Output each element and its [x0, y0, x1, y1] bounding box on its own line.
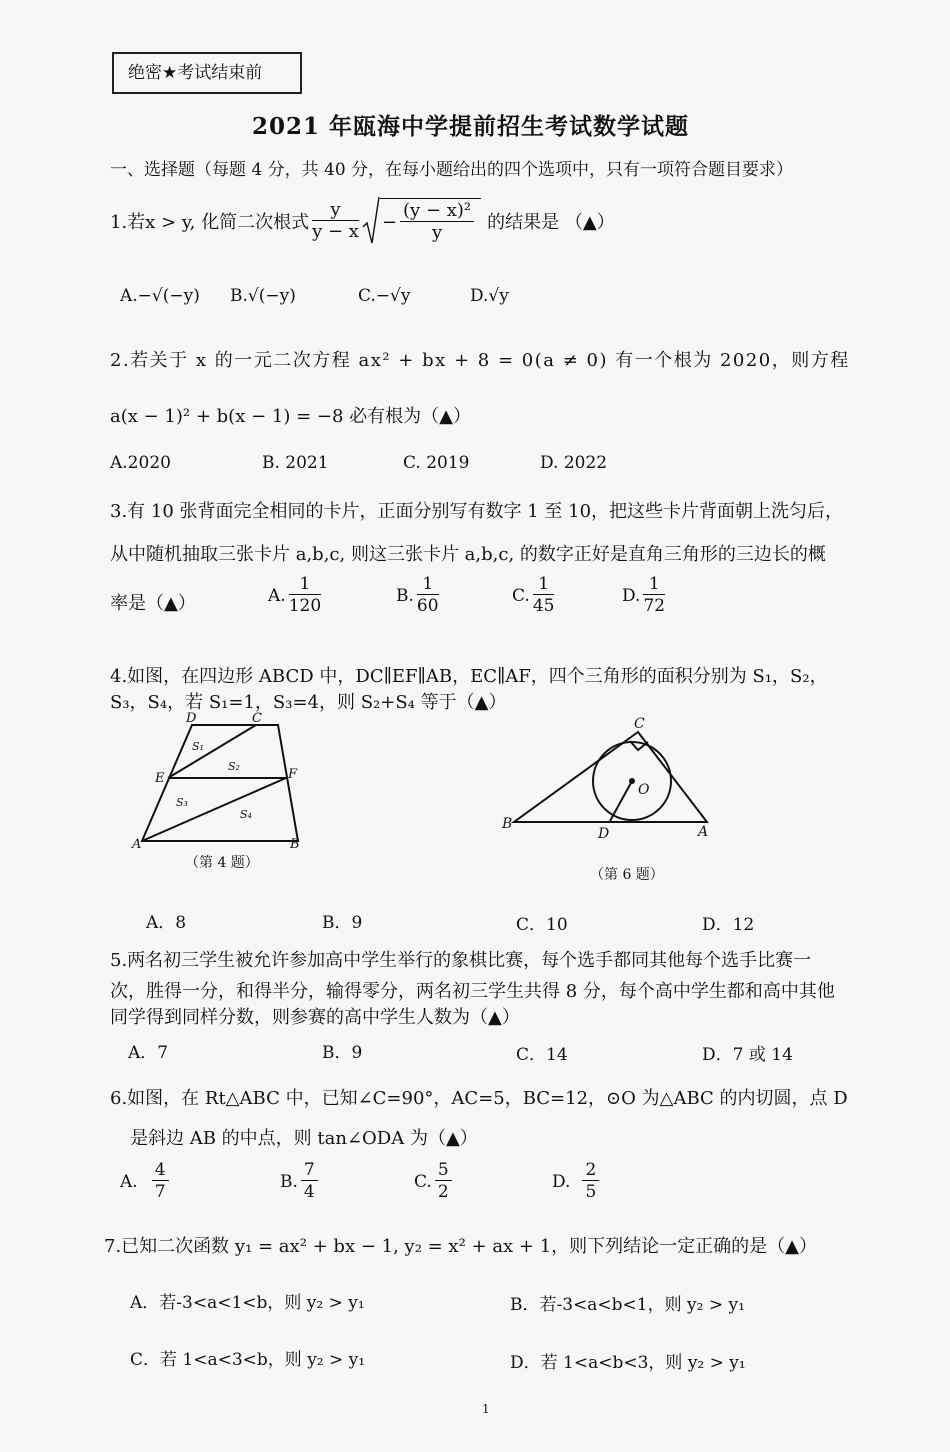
option-denominator: 2: [437, 1182, 449, 1202]
label-s3: S₃: [176, 796, 188, 809]
q2-option-b: B. 2021: [262, 453, 329, 473]
q1-option-d: D.√y: [470, 286, 509, 306]
option-numerator: 1: [643, 574, 665, 595]
label-s2: S₂: [228, 760, 240, 773]
q7-option-c: C．若 1<a<3<b，则 y₂ > y₁: [130, 1350, 366, 1370]
q1-radicand-numerator: (y − x)²: [400, 201, 474, 222]
option-denominator: 4: [303, 1182, 315, 1202]
q5-option-b: B．9: [322, 1043, 363, 1063]
q7-line-1: 7.已知二次函数 y₁ = ax² + bx − 1, y₂ = x² + ax + 1，则下列结论一定正确的是（▲）: [104, 1236, 818, 1257]
q7-option-d: D．若 1<a<b<3，则 y₂ > y₁: [510, 1353, 746, 1373]
segment-od: [610, 781, 632, 821]
q1-fraction-denominator: y − x: [312, 220, 359, 242]
option-numerator: 7: [301, 1160, 318, 1181]
label-d: D: [186, 712, 197, 726]
option-numerator: 1: [417, 574, 439, 595]
option-label: B.: [280, 1171, 298, 1192]
q1-radicand-denominator: y: [432, 222, 443, 243]
confidential-badge: 绝密★考试结束前: [112, 52, 302, 94]
option-numerator: 5: [435, 1160, 452, 1181]
center-point: [629, 778, 635, 784]
label-c: C: [252, 712, 262, 726]
q6-option-a: [120, 1160, 172, 1203]
option-label: A.: [268, 585, 286, 606]
q5-option-d: D．7 或 14: [702, 1045, 793, 1065]
q1-option-a: A.−√(−y): [120, 286, 200, 306]
option-label: B.: [396, 585, 414, 606]
label-a: A: [698, 824, 709, 840]
q1-option-c: C.−√y: [358, 286, 411, 306]
label-e: E: [155, 771, 165, 786]
q3-option-d: [622, 574, 668, 617]
option-denominator: 7: [154, 1182, 166, 1202]
label-s1: S₁: [192, 740, 204, 753]
q5-option-c: C．14: [516, 1045, 568, 1065]
option-denominator: 72: [643, 596, 666, 616]
q4-line-2: S₃，S₄，若 S₁=1，S₃=4，则 S₂+S₄ 等于（▲）: [110, 692, 507, 713]
option-denominator: 5: [585, 1182, 597, 1202]
q2-option-c: C. 2019: [403, 453, 470, 473]
option-label: A.: [120, 1171, 138, 1192]
q4-option-d: D．12: [702, 915, 755, 935]
triangle-abc: [514, 732, 707, 822]
q7-option-a: A．若-3<a<1<b，则 y₂ > y₁: [130, 1293, 365, 1313]
q6-option-b: [280, 1160, 321, 1203]
q1-stem: 1.若x > y, 化简二次根式: [110, 212, 310, 233]
q7-option-b: B．若-3<a<b<1，则 y₂ > y₁: [510, 1295, 745, 1315]
label-c: C: [634, 716, 645, 732]
q2-line-2: a(x − 1)² + b(x − 1) = −8 必有根为（▲）: [110, 406, 471, 427]
label-f: F: [288, 767, 298, 782]
radical-icon: [362, 195, 380, 247]
q2-option-d: D. 2022: [540, 453, 608, 473]
label-b: B: [502, 816, 513, 832]
q4-option-a: A．8: [146, 913, 187, 933]
q4-line-1: 4.如图，在四边形 ABCD 中，DC∥EF∥AB，EC∥AF，四个三角形的面积分别为 S₁，S₂，: [110, 666, 828, 687]
radical-sign: − $\frac{\text{(y − x)²}}{y}$: [362, 195, 481, 247]
q6-option-c: [414, 1160, 455, 1203]
page-title: 2021 年瓯海中学提前招生考试数学试题: [252, 113, 690, 140]
option-numerator: 2: [582, 1160, 599, 1181]
q4-figure: [128, 712, 308, 852]
q5-line-1: 5.两名初三学生被允许参加高中学生举行的象棋比赛，每个选手都同其他每个选手比赛一: [110, 950, 812, 971]
option-label: C.: [414, 1171, 432, 1192]
q1-option-b: B.√(−y): [230, 286, 296, 306]
q3-line-1: 3.有 10 张背面完全相同的卡片，正面分别写有数字 1 至 10，把这些卡片背面朝上洗匀后，: [110, 501, 844, 522]
q4-figure-caption: （第 4 题）: [185, 855, 259, 871]
option-label: C.: [512, 585, 530, 606]
q5-option-a: A．7: [128, 1043, 169, 1063]
q1-fraction: [312, 200, 359, 243]
label-a: A: [132, 837, 142, 852]
q3-option-b: [396, 574, 442, 617]
q1-radicand-fraction: [400, 201, 474, 244]
label-d: D: [598, 826, 610, 840]
q4-option-b: B．9: [322, 913, 363, 933]
q1-fraction-numerator: y: [312, 200, 359, 221]
option-denominator: 120: [288, 596, 322, 616]
question-1: [110, 195, 615, 247]
q6-option-d: [552, 1160, 602, 1203]
q3-line-3: 率是（▲）: [110, 593, 196, 614]
q5-line-3: 同学得到同样分数，则参赛的高中学生人数为（▲）: [110, 1007, 520, 1028]
q4-option-c: C．10: [516, 915, 568, 935]
q6-line-1: 6.如图，在 Rt△ABC 中，已知∠C=90°，AC=5，BC=12，⊙O 为△ABC 的内切圆，点 D: [110, 1088, 848, 1109]
section-heading: 一、选择题（每题 4 分，共 40 分，在每小题给出的四个选项中，只有一项符合题目要求）: [110, 160, 794, 180]
option-denominator: 60: [416, 596, 439, 616]
option-label: D.: [622, 585, 641, 606]
q5-line-2: 次，胜得一分，和得半分，输得零分，两名初三学生共得 8 分，每个高中学生都和高中其他: [110, 981, 835, 1002]
label-o: O: [638, 782, 650, 798]
label-b: B: [290, 837, 300, 852]
option-numerator: 4: [152, 1160, 169, 1181]
q3-option-a: [268, 574, 324, 617]
q2-option-a: A.2020: [110, 453, 171, 473]
option-label: D.: [552, 1171, 571, 1192]
q6-figure-caption: （第 6 题）: [590, 867, 664, 883]
q2-line-1: 2.若关于 x 的一元二次方程 ax² + bx + 8 = 0(a ≠ 0) 有一个根为 2020，则方程: [110, 350, 850, 371]
q6-figure: [498, 712, 728, 840]
q3-line-2: 从中随机抽取三张卡片 a,b,c, 则这三张卡片 a,b,c, 的数字正好是直角三角形的三边长的概: [110, 544, 826, 565]
option-numerator: 1: [289, 574, 321, 595]
q3-option-c: [512, 574, 557, 617]
segment-af: [142, 778, 286, 841]
q1-tail: 的结果是 （▲）: [487, 212, 615, 233]
page-number: 1: [482, 1402, 490, 1416]
label-s4: S₄: [240, 808, 252, 821]
q6-line-2: 是斜边 AB 的中点，则 tan∠ODA 为（▲）: [130, 1128, 478, 1149]
option-numerator: 1: [533, 574, 555, 595]
option-denominator: 45: [532, 596, 555, 616]
